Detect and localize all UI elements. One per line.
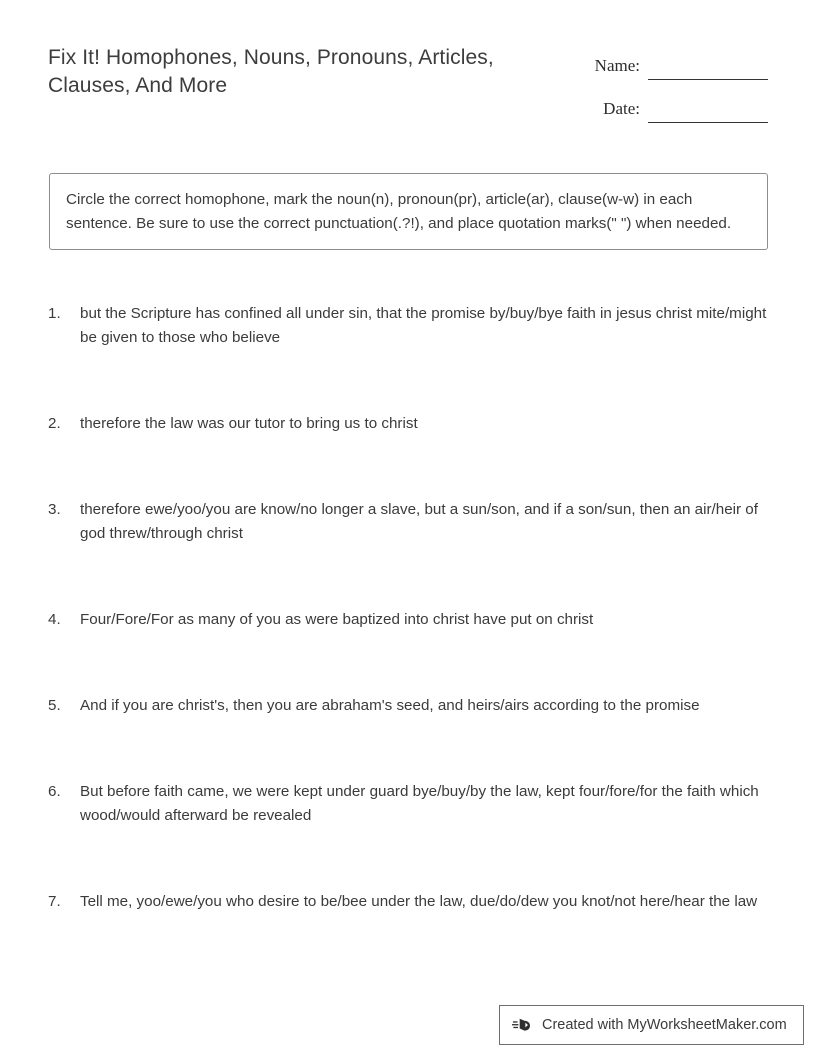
question-item bbox=[48, 780, 770, 828]
instructions-text: Circle the correct homophone, mark the noun(n), pronoun(pr), article(ar), clause(w-w) in each sentence. Be sure to use the correct punctuation(.?!), and place quotation marks(" ") when needed. bbox=[66, 191, 732, 232]
page-title: Fix It! Homophones, Nouns, Pronouns, Articles, Clauses, And More bbox=[48, 46, 494, 97]
question-number: 3. bbox=[48, 501, 61, 518]
question-text[interactable]: therefore ewe/yoo/you are know/no longer a slave, but a sun/son, and if a son/sun, then an air/heir of god threw/through christ bbox=[80, 501, 758, 542]
question-item bbox=[48, 608, 770, 632]
question-item bbox=[48, 302, 770, 350]
date-label: Date: bbox=[603, 99, 640, 118]
worksheet-maker-badge-text: Created with MyWorksheetMaker.com bbox=[542, 1016, 787, 1033]
worksheet-maker-logo-icon bbox=[512, 1014, 534, 1036]
question-item bbox=[48, 412, 770, 436]
date-field-row bbox=[586, 91, 768, 123]
name-label: Name: bbox=[594, 56, 640, 75]
question-item bbox=[48, 890, 770, 914]
question-text[interactable]: therefore the law was our tutor to bring us to christ bbox=[80, 415, 418, 432]
name-date-fields bbox=[586, 48, 768, 134]
worksheet-maker-badge[interactable] bbox=[499, 1005, 804, 1045]
date-input[interactable] bbox=[648, 98, 768, 123]
question-number: 5. bbox=[48, 697, 61, 714]
question-number: 1. bbox=[48, 305, 61, 322]
question-number: 7. bbox=[48, 893, 61, 910]
question-item bbox=[48, 498, 770, 546]
name-field-row bbox=[586, 48, 768, 80]
question-number: 6. bbox=[48, 783, 61, 800]
question-number: 4. bbox=[48, 611, 61, 628]
question-text[interactable]: And if you are christ's, then you are abraham's seed, and heirs/airs according to the promise bbox=[80, 697, 700, 714]
question-number: 2. bbox=[48, 415, 61, 432]
question-text[interactable]: Four/Fore/For as many of you as were baptized into christ have put on christ bbox=[80, 611, 594, 628]
question-text[interactable]: Tell me, yoo/ewe/you who desire to be/bee under the law, due/do/dew you knot/not here/hear the law bbox=[80, 893, 758, 910]
instructions-box bbox=[49, 173, 768, 250]
question-item bbox=[48, 694, 770, 718]
worksheet-header bbox=[48, 44, 768, 134]
questions-list bbox=[48, 302, 770, 914]
name-input[interactable] bbox=[648, 55, 768, 80]
question-text[interactable]: But before faith came, we were kept under guard bye/buy/by the law, kept four/fore/for the faith which wood/would afterward be revealed bbox=[80, 783, 759, 824]
question-text[interactable]: but the Scripture has confined all under sin, that the promise by/buy/bye faith in jesus christ mite/might be given to those who believe bbox=[80, 305, 767, 346]
